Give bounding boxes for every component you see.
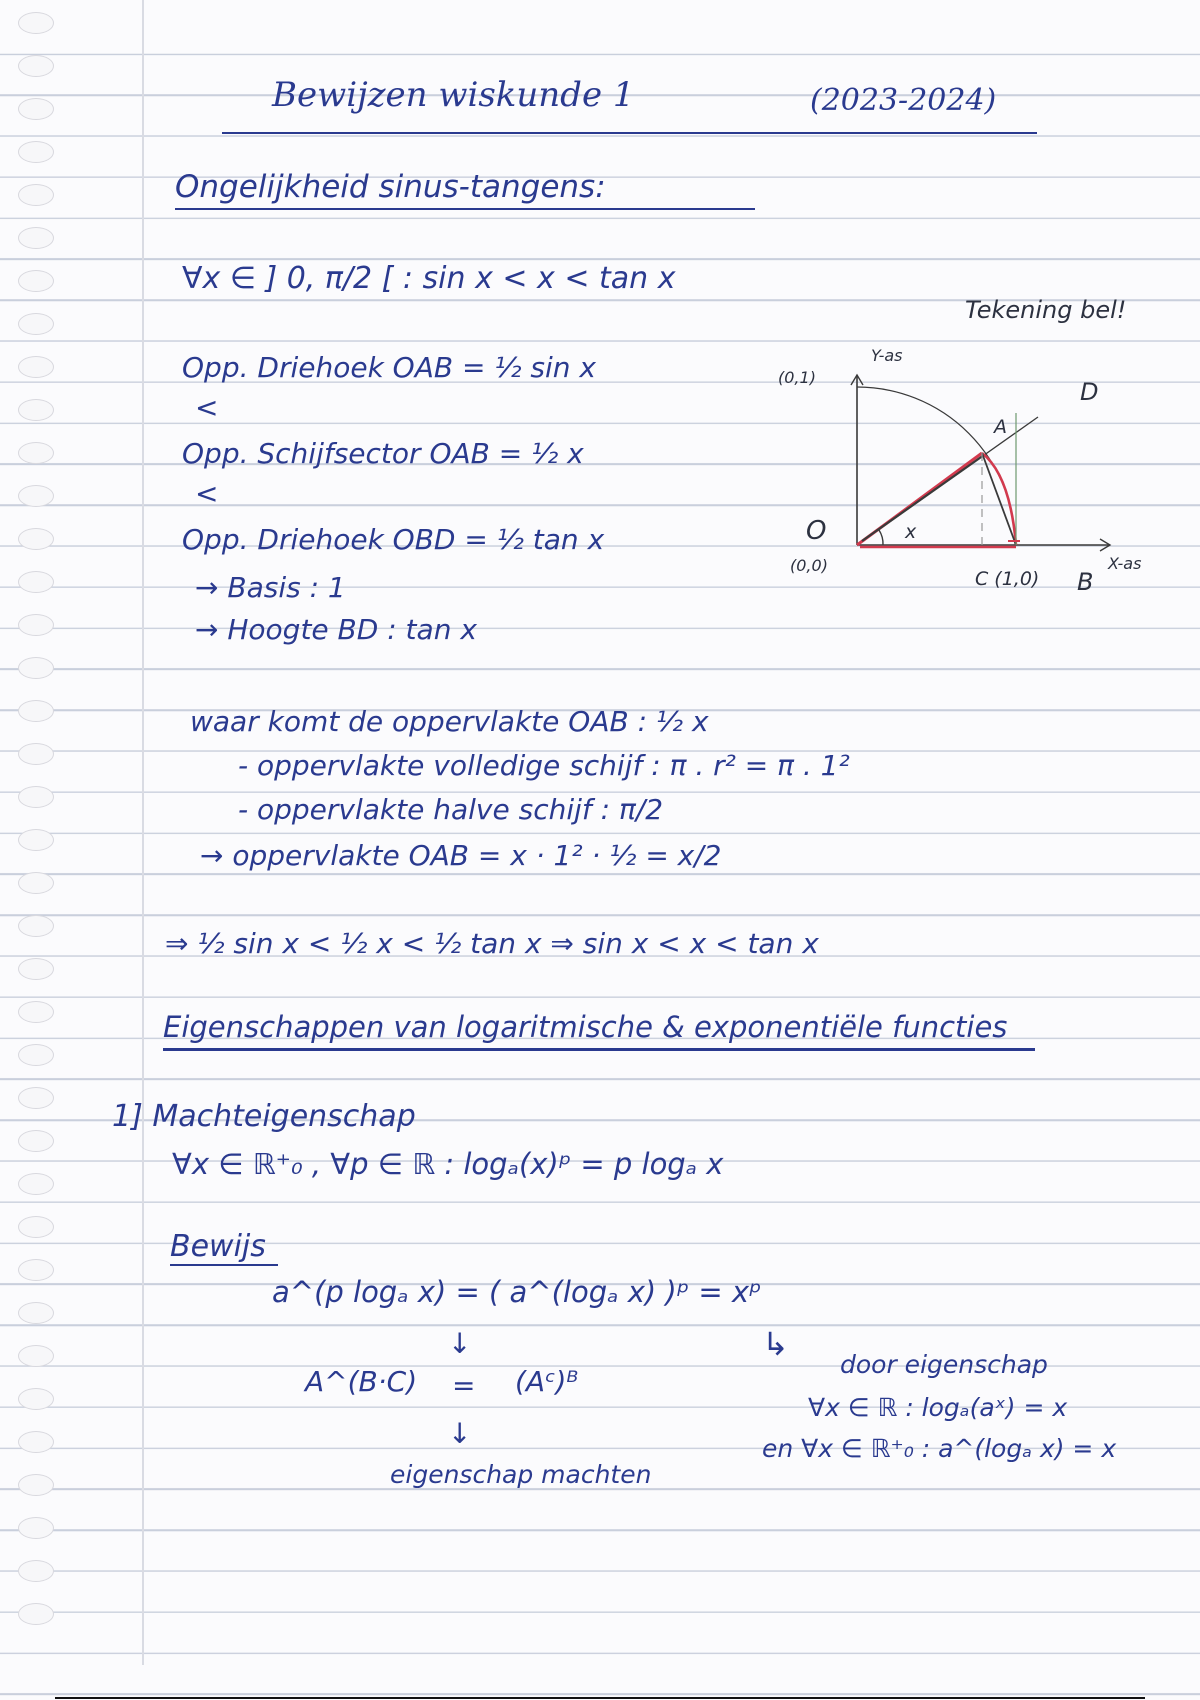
quarter-circle-arc xyxy=(857,387,1015,545)
angle-x-label: x xyxy=(905,521,917,543)
binder-hole xyxy=(18,786,54,808)
binder-hole xyxy=(18,55,54,77)
binder-hole xyxy=(18,399,54,421)
binder-hole xyxy=(18,829,54,851)
derivation-line-3: - oppervlakte halve schijf : π/2 xyxy=(238,793,664,826)
binder-hole xyxy=(18,485,54,507)
drawing-note: Tekening bel! xyxy=(965,296,1127,324)
section1-underline xyxy=(175,208,755,210)
binder-hole xyxy=(18,12,54,34)
unit-circle-diagram xyxy=(780,345,1160,605)
area-triangle-obd: Opp. Driehoek OBD = ½ tan x xyxy=(182,523,605,556)
binder-hole xyxy=(18,958,54,980)
binder-hole xyxy=(18,614,54,636)
power-rule-right: (Aᶜ)ᴮ xyxy=(515,1365,579,1398)
proof-label: Bewijs xyxy=(170,1229,266,1264)
binder-hole xyxy=(18,98,54,120)
binder-hole xyxy=(18,1216,54,1238)
power-property-statement: ∀x ∈ ℝ⁺₀ , ∀p ∈ ℝ : logₐ(x)ᵖ = p logₐ x xyxy=(172,1147,724,1181)
less-than-1: < xyxy=(195,391,219,424)
point-c-label: C (1,0) xyxy=(975,568,1040,590)
derivation-line-2: - oppervlakte volledige schijf : π . r² = π . 1² xyxy=(238,749,850,782)
binder-hole xyxy=(18,356,54,378)
binder-hole xyxy=(18,1259,54,1281)
binder-hole xyxy=(18,571,54,593)
school-year: (2023-2024) xyxy=(810,83,997,118)
margin-line xyxy=(142,0,144,1665)
power-rule-left: A^(B·C) xyxy=(305,1365,418,1398)
binder-hole xyxy=(18,1044,54,1066)
down-arrow-2: ↓ xyxy=(448,1417,472,1450)
power-rule-name: eigenschap machten xyxy=(390,1460,652,1489)
binder-hole xyxy=(18,442,54,464)
section2-heading: Eigenschappen van logaritmische & exponentiële functies xyxy=(163,1010,1008,1044)
log-exp-fact-2: en ∀x ∈ ℝ⁺₀ : a^(logₐ x) = x xyxy=(762,1434,1117,1463)
binder-hole xyxy=(18,915,54,937)
binder-hole xyxy=(18,1388,54,1410)
point-d-label: D xyxy=(1080,378,1099,406)
segment-ab xyxy=(982,453,1016,545)
binder-hole xyxy=(18,872,54,894)
binder-hole xyxy=(18,528,54,550)
title-underline xyxy=(222,132,1037,134)
log-exp-fact-1: ∀x ∈ ℝ : logₐ(aˣ) = x xyxy=(808,1393,1068,1422)
binder-hole xyxy=(18,313,54,335)
binder-hole xyxy=(18,1001,54,1023)
binder-hole xyxy=(18,1560,54,1582)
segment-oa-pencil xyxy=(862,455,984,541)
derivation-line-1: waar komt de oppervlakte OAB : ½ x xyxy=(190,705,709,738)
section1-heading: Ongelijkheid sinus-tangens: xyxy=(175,169,606,205)
binder-hole xyxy=(18,184,54,206)
base-line: → Basis : 1 xyxy=(195,571,346,604)
binder-hole xyxy=(18,1603,54,1625)
area-triangle-oab: Opp. Driehoek OAB = ½ sin x xyxy=(182,351,596,384)
property-title: 1] Machteigenschap xyxy=(112,1099,416,1134)
point-01-label: (0,1) xyxy=(778,368,816,387)
sin-tan-conclusion: ⇒ ½ sin x < ½ x < ½ tan x ⇒ sin x < x < tan x xyxy=(165,927,819,960)
x-axis-label: X-as xyxy=(1108,554,1142,573)
binder-hole xyxy=(18,1087,54,1109)
derivation-line-4: → oppervlakte OAB = x · 1² · ½ = x/2 xyxy=(200,839,722,872)
binder-holes xyxy=(18,12,58,1652)
binder-hole xyxy=(18,657,54,679)
binder-hole xyxy=(18,141,54,163)
power-rule-equals: = xyxy=(452,1369,476,1402)
binder-hole xyxy=(18,1517,54,1539)
y-axis-label: Y-as xyxy=(871,346,903,365)
footer-rule xyxy=(55,1697,1145,1699)
binder-hole xyxy=(18,1431,54,1453)
sin-tan-statement: ∀x ∈ ] 0, π/2 [ : sin x < x < tan x xyxy=(182,261,676,296)
page-title: Bewijzen wiskunde 1 xyxy=(272,75,635,115)
origin-letter: O xyxy=(806,516,827,546)
binder-hole xyxy=(18,700,54,722)
binder-hole xyxy=(18,1173,54,1195)
point-b-label: B xyxy=(1077,568,1094,596)
section2-underline xyxy=(163,1048,1035,1051)
proof-underline xyxy=(170,1264,278,1266)
less-than-2: < xyxy=(195,477,219,510)
binder-hole xyxy=(18,1130,54,1152)
height-line: → Hoogte BD : tan x xyxy=(195,613,477,646)
binder-hole xyxy=(18,270,54,292)
hook-arrow: ↳ xyxy=(762,1325,789,1363)
proof-main-equation: a^(p logₐ x) = ( a^(logₐ x) )ᵖ = xᵖ xyxy=(272,1275,762,1309)
binder-hole xyxy=(18,1302,54,1324)
down-arrow-1: ↓ xyxy=(448,1327,472,1360)
origin-coord: (0,0) xyxy=(790,556,828,575)
angle-arc xyxy=(879,530,883,545)
via-property: door eigenschap xyxy=(840,1350,1048,1379)
binder-hole xyxy=(18,1345,54,1367)
binder-hole xyxy=(18,1474,54,1496)
point-a-label: A xyxy=(994,416,1007,438)
area-sector-oab: Opp. Schijfsector OAB = ½ x xyxy=(182,437,584,470)
binder-hole xyxy=(18,227,54,249)
binder-hole xyxy=(18,743,54,765)
